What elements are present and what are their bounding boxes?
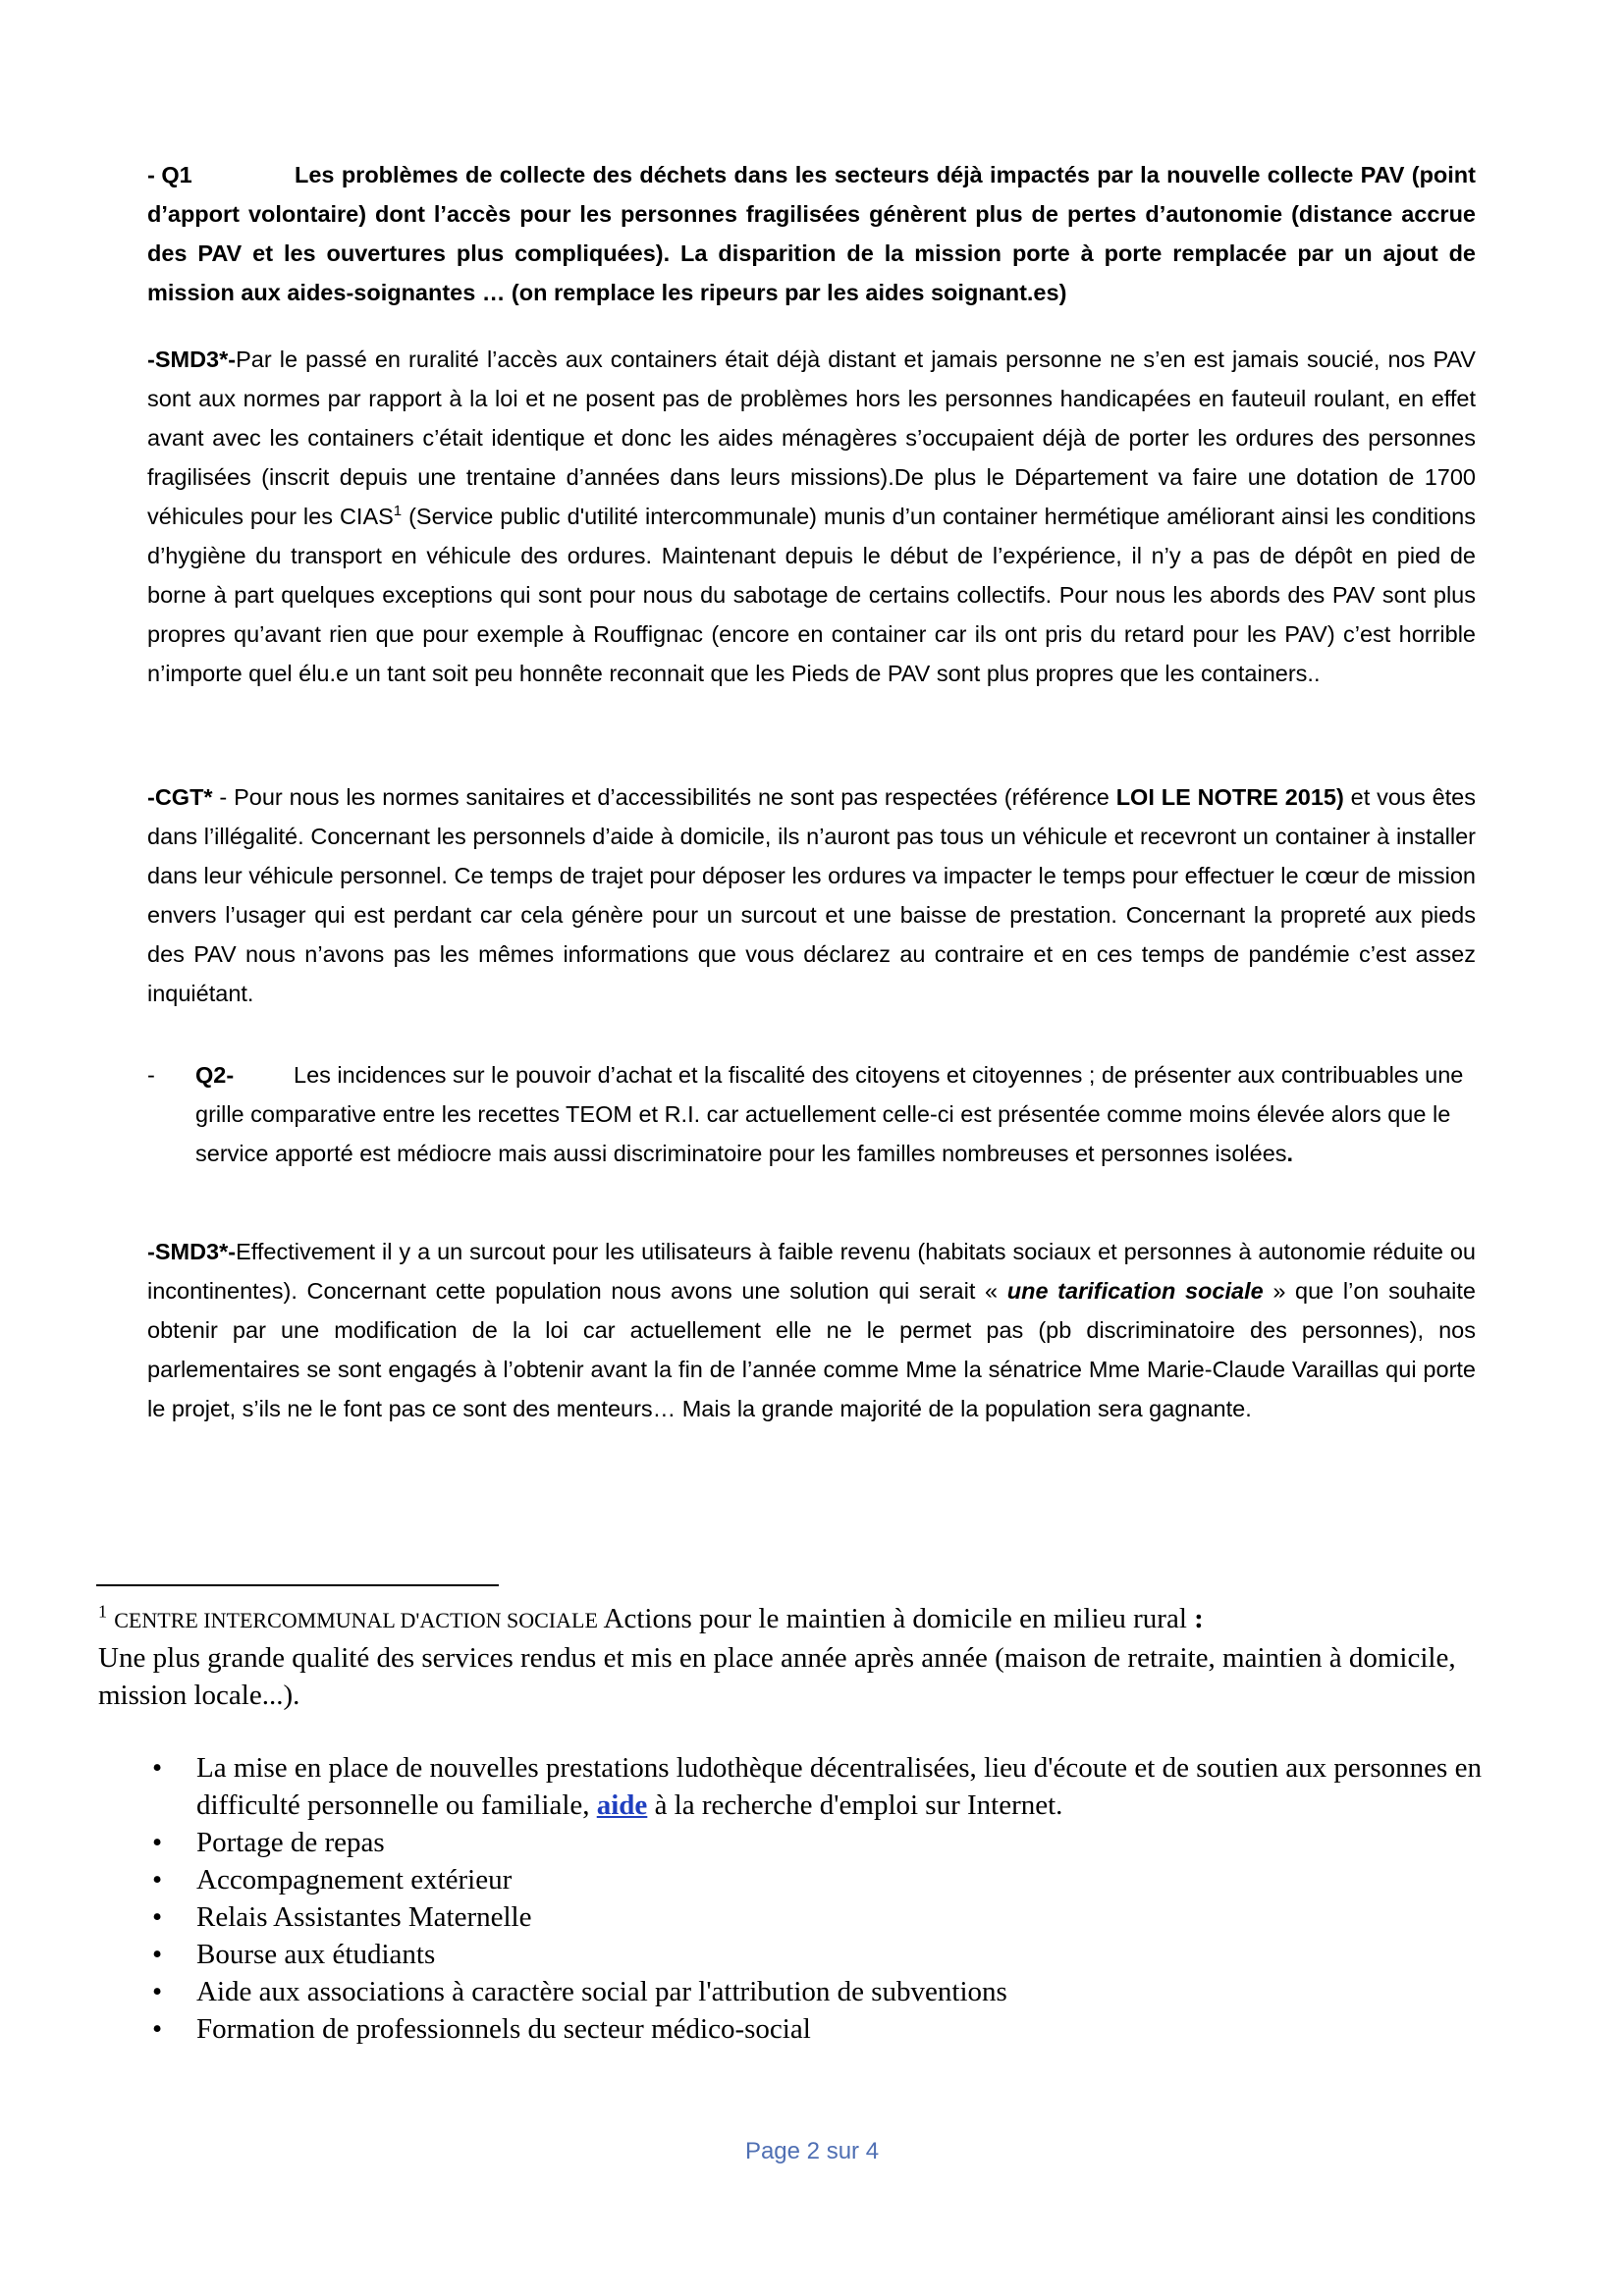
- cgt-reply: [147, 777, 1476, 1013]
- question-1-label: - Q1: [147, 162, 192, 187]
- list-item: [98, 1749, 1512, 1824]
- smd3-reply-1-text: Par le passé en ruralité l’accès aux containers était déjà distant et jamais personne ne s’en est jamais soucié, nos PAV sont aux normes par rapport à la loi et ne posent pas de problèmes hors les personnes handicapées en fauteuil roulant, en effet avant avec les containers c’était identique et donc les aides ménagères s’occupaient déjà de porter les ordures des personnes fragilisées (inscrit depuis une trentaine d’années dans leurs missions).De plus le Département va faire une dotation de 1700 véhicules pour les CIAS: [147, 347, 1476, 529]
- footnote-reference[interactable]: 1: [393, 503, 403, 520]
- page-number: Page 2 sur 4: [744, 2138, 880, 2164]
- list-item: • Accompagnement extérieur: [98, 1861, 1512, 1898]
- footnote-colon: :: [1194, 1603, 1204, 1634]
- smd3-reply-2-text-continued: » que l’on souhaite obtenir par une modification de la loi car actuellement elle ne le permet pas (pb discriminatoire des personnes), nos parlementaires se sont engagés à l’obtenir avant la fin de l’année comme Mme la sénatrice Mme Marie-Claude Varaillas qui porte le projet, s’ils ne le font pas ce sont des menteurs… Mais la grande majorité de la population sera gagnante.: [147, 1278, 1477, 1421]
- law-reference: LOI LE NOTRE 2015): [1115, 784, 1344, 810]
- list-item: • Portage de repas: [98, 1824, 1512, 1861]
- question-1-text: Les problèmes de collecte des déchets dans les secteurs déjà impactés par la nouvelle collecte PAV (point d’apport volontaire) dont l’accès pour les personnes fragilisées génèrent plus de pertes d’autonomie (distance accrue des PAV et les ouvertures plus compliquées). La disparition de la mission porte à porte remplacée par un ajout de mission aux aides-soignantes … (on remplace les ripeurs par les aides soignant.es): [147, 162, 1476, 305]
- footnote-1: [98, 1600, 1512, 1714]
- smd3-reply-2: [147, 1232, 1476, 1428]
- question-2-end: .: [1286, 1141, 1294, 1166]
- footnote-intro: Une plus grande qualité des services rendus et mis en place année après année (maison de retraite, maintien à domicile, mission locale...).: [98, 1642, 1456, 1711]
- list-item: • Formation de professionnels du secteur médico-social: [98, 2010, 1512, 2048]
- footnote-heading: Actions pour le maintien à domicile en milieu rural: [597, 1603, 1195, 1634]
- footnote-separator: [96, 1584, 499, 1586]
- question-2-label: Q2-: [195, 1062, 235, 1088]
- social-pricing-emphasis: une tarification sociale: [1006, 1278, 1264, 1304]
- smd3-reply-2-label: -SMD3*-: [147, 1239, 237, 1264]
- cgt-reply-text-continued: et vous êtes dans l’illégalité. Concernant les personnels d’aide à domicile, ils n’auront pas tous un véhicule et recevront un container à installer dans leur véhicule personnel. Ce temps de trajet pour déposer les ordures va impacter le temps pour effectuer le cœur de mission envers l’usager qui est perdant car cela génère pour un surcout et une baisse de prestation. Concernant la propreté aux pieds des PAV nous n’avons pas les mêmes informations que vous déclarez au contraire et en ces temps de pandémie c’est assez inquiétant.: [147, 784, 1476, 1006]
- list-item-text-continued: à la recherche d'emploi sur Internet.: [647, 1789, 1063, 1821]
- list-item: • Relais Assistantes Maternelle: [98, 1898, 1512, 1936]
- list-item-text: La mise en place de nouvelles prestations ludothèque décentralisées, lieu d'écoute et de soutien aux personnes en difficulté personnelle ou familiale,: [196, 1752, 1482, 1821]
- question-2-body: [147, 1055, 1476, 1173]
- list-item: • Aide aux associations à caractère social par l'attribution de subventions: [98, 1973, 1512, 2010]
- footnote-organization: CENTRE INTERCOMMUNAL D'ACTION SOCIALE: [114, 1608, 598, 1632]
- smd3-reply-1-text-continued: (Service public d'utilité intercommunale) munis d’un container hermétique améliorant ainsi les conditions d’hygiène du transport en véhicule des ordures. Maintenant depuis le début de l’expérience, il n’y a pas de dépôt en pied de borne à part quelques exceptions qui sont pour nous du sabotage de certains collectifs. Pour nous les abords des PAV sont plus propres qu’avant rien que pour exemple à Rouffignac (encore en container car ils ont pris du retard pour les PAV) c’est horrible n’importe quel élu.e un tant soit peu honnête reconnait que les Pieds de PAV sont plus propres que les containers..: [147, 504, 1476, 686]
- smd3-reply-1-label: -SMD3*-: [147, 347, 237, 372]
- footnote-action-list: [98, 1749, 1512, 2048]
- footnote-mark: 1: [98, 1601, 107, 1622]
- smd3-reply-2-text: Effectivement il y a un surcout pour les utilisateurs à faible revenu (habitats sociaux et personnes à autonomie réduite ou incontinentes). Concernant cette population nous avons une solution qui serait «: [147, 1239, 1476, 1304]
- list-dash: -: [147, 1062, 155, 1088]
- list-item: • Bourse aux étudiants: [98, 1936, 1512, 1973]
- smd3-reply-1: [147, 340, 1476, 693]
- question-1: [147, 155, 1476, 312]
- aide-link[interactable]: aide: [596, 1789, 648, 1821]
- question-2: [147, 1055, 1476, 1173]
- cgt-reply-label: -CGT*: [147, 784, 213, 810]
- cgt-reply-text: - Pour nous les normes sanitaires et d’accessibilités ne sont pas respectées (référence: [212, 784, 1116, 810]
- question-2-text: Les incidences sur le pouvoir d’achat et la fiscalité des citoyens et citoyennes ; de présenter aux contribuables une grille comparative entre les recettes TEOM et R.I. car actuellement celle-ci est présentée comme moins élevée alors que le service apporté est médiocre mais aussi discriminatoire pour les familles nombreuses et personnes isolées: [195, 1062, 1464, 1166]
